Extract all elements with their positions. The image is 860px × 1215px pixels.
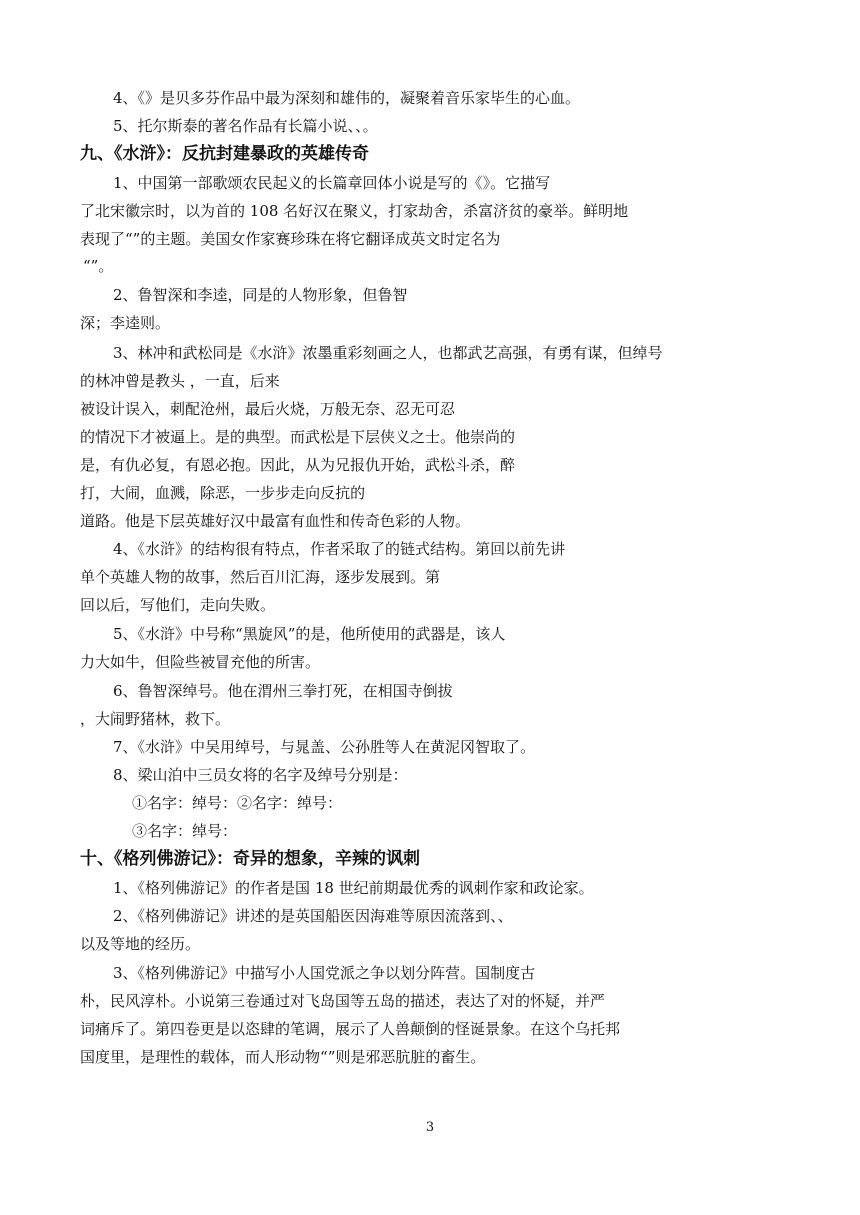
text: 力大如牛，但险些被冒充他的 <box>80 653 276 671</box>
question-9-1-line-2 <box>80 198 628 224</box>
text: “ <box>83 257 91 275</box>
question-9-6-line-2 <box>80 706 230 732</box>
question-10-2-line-1 <box>113 903 513 929</box>
text: 绰号： <box>297 794 343 812</box>
section-heading-shuihu: 九、《水浒》：反抗封建暴政的英雄传奇 <box>80 144 369 164</box>
text: ”则是邪恶肮脏的畜生。 <box>327 1048 486 1066</box>
text: 国 18 世纪前期最优秀的讽刺作家和政论家 <box>295 879 579 897</box>
text: ，后来 <box>234 372 280 390</box>
text: 教头 ，一直 <box>155 372 235 390</box>
section-heading-gulliver: 十、《格列佛游记》：奇异的想象，辛辣的讽刺 <box>80 849 420 869</box>
text: ，与晁盖、公孙胜等人在黄泥冈智取了 <box>265 738 521 756</box>
text: 因海难等原因流落到 <box>355 907 491 925</box>
question-9-2-line-2 <box>80 310 170 336</box>
question-9-3-line-4 <box>80 424 515 450</box>
text: 被 <box>80 400 96 418</box>
question-9-1-line-1 <box>113 170 550 196</box>
question-10-3-line-3 <box>80 1016 620 1042</box>
text: 词痛斥了 <box>80 1020 141 1038</box>
text: 。他在渭州三拳打死 <box>212 682 348 700</box>
text: 7、《水浒》中吴用绰号 <box>113 738 266 756</box>
question-9-3-line-6 <box>80 480 365 506</box>
question-9-2-line-1 <box>113 282 408 308</box>
text: 单个英雄人物的故事，然后百川汇海，逐步发展到 <box>80 568 411 586</box>
question-9-4-line-2 <box>80 564 440 590</box>
text: 。 <box>155 314 171 332</box>
text: 。 <box>362 117 378 135</box>
question-10-1 <box>113 875 594 901</box>
question-9-3-line-5 <box>80 452 515 478</box>
text: 回以后，写他们 <box>80 596 186 614</box>
text: 5、《水浒》中号称“黑旋风”的是 <box>113 625 326 643</box>
question-9-6-line-1 <box>113 678 453 704</box>
text: 朴，民风淳朴。小说第三卷通过对飞岛国等五岛的描述，表达了对 <box>80 992 516 1010</box>
text: 、 <box>490 907 498 925</box>
text: ，走向失败。 <box>185 596 276 614</box>
question-9-7 <box>113 734 535 760</box>
text: 的典型。而武松是下层侠义之士。他崇尚的 <box>230 428 516 446</box>
question-9-4-line-1 <box>113 536 565 562</box>
question-10-3-line-1 <box>113 960 535 986</box>
text: 的人物形象，但鲁智 <box>272 286 408 304</box>
text: 。 <box>215 710 231 728</box>
text: 回以前先讲 <box>490 540 566 558</box>
question-9-4-line-3 <box>80 592 275 618</box>
text: 打 <box>80 484 96 502</box>
question-10-2-line-2 <box>80 931 200 957</box>
text: ；李逵则 <box>95 314 156 332</box>
text: 1、中国第一部歌颂农民起义的长篇章回体小说是 <box>113 174 438 192</box>
text: 》。它描写 <box>482 174 551 192</box>
text: ③名字： <box>132 822 193 840</box>
text: 的怀疑，并严 <box>515 992 606 1010</box>
question-9-3-line-7 <box>80 508 470 534</box>
text: ，除恶 <box>185 484 231 502</box>
text: ，大闹野猪林，救下 <box>80 710 216 728</box>
text: 划分阵营。 <box>400 964 476 982</box>
text: 》是贝多芬作品中最为深刻和雄伟的，凝聚着音乐家毕生的心血。 <box>145 89 581 107</box>
text: ，醉 <box>485 456 516 474</box>
text: ，刺配沧州，最后火烧 <box>155 400 306 418</box>
text: 5、托尔斯泰的著名作品有长篇小说 <box>113 117 348 135</box>
question-9-3-line-3 <box>80 396 455 422</box>
page-number: 3 <box>425 1120 435 1135</box>
text: ②名字： <box>237 794 298 812</box>
text: 、 <box>347 117 356 135</box>
text: 8、梁山泊中三员女将的名字及绰号分别是： <box>113 766 408 784</box>
text: 。 <box>578 879 594 897</box>
question-9-1-line-4 <box>83 253 113 279</box>
question-10-3-line-2 <box>80 988 605 1014</box>
question-9-8-line-3 <box>132 818 237 844</box>
question-9-5-line-1 <box>113 621 505 647</box>
question-9-3-line-1 <box>113 340 663 366</box>
text: 是理性的载体，而人形动物“ <box>140 1048 328 1066</box>
text: 。第四卷更是以恣肆的笔调，展示了人兽颠倒的怪诞景象。在这个乌托邦 <box>140 1020 621 1038</box>
text: 2、《格列佛游记》讲述的是英国船医 <box>113 907 356 925</box>
question-9-5-line-2 <box>80 649 320 675</box>
text: 党派之争以 <box>325 964 401 982</box>
text: 以及 <box>80 935 111 953</box>
text: ，血溅 <box>140 484 186 502</box>
text: 3、林冲和武松同是《水浒》浓墨重彩刻画之人，也都武艺高强，有勇有谋，但绰号 <box>113 344 663 362</box>
text: 。第 <box>410 568 441 586</box>
text: ，该人 <box>460 625 506 643</box>
text: 为首的 108 名好汉在聚义，打家劫舍，杀富济贫的豪举。鲜明地 <box>200 202 629 220</box>
text: ，他所使用的武器是 <box>325 625 461 643</box>
text: ”。 <box>90 257 114 275</box>
text: 等地的经历。 <box>110 935 201 953</box>
text: ”的主题。美国女作家赛珍珠在将它翻译成英文时定名为 <box>132 230 501 248</box>
text: 深 <box>80 314 96 332</box>
text: 写的《 <box>437 174 483 192</box>
question-10-3-line-4 <box>80 1044 485 1070</box>
text: 是 <box>80 456 96 474</box>
text: 国度里， <box>80 1048 141 1066</box>
text: 。 <box>520 738 536 756</box>
text: 3、《格列佛游记》中描写小人国 <box>113 964 326 982</box>
question-9-8-line-2 <box>132 790 342 816</box>
text: ，一步步走向反抗的 <box>230 484 366 502</box>
question-5-tolstoy <box>113 113 378 139</box>
text: 、 <box>355 117 363 135</box>
text: 4、《水浒》的结构很有特点，作者采取了 <box>113 540 386 558</box>
question-9-3-line-2 <box>80 368 280 394</box>
question-9-1-line-3 <box>80 226 500 252</box>
text: 2、鲁智深和李逵，同是 <box>113 286 273 304</box>
text: 的情况下才被逼上 <box>80 428 201 446</box>
text: 了北宋徽宗时，以 <box>80 202 201 220</box>
text: 设计误入 <box>95 400 156 418</box>
text: ，大闹 <box>95 484 141 502</box>
text: 。是 <box>200 428 231 446</box>
text: 绰号： <box>192 794 238 812</box>
text: 1、《格列佛游记》的作者是 <box>113 879 296 897</box>
text: 道路。他是下层英雄好汉中最富有血性和传奇色彩的人物。 <box>80 512 471 530</box>
text: ，有仇必复，有恩必抱。因此，从为兄报仇开始，武松斗杀 <box>95 456 486 474</box>
text: ①名字： <box>132 794 193 812</box>
text: 的链式结构。第 <box>385 540 491 558</box>
text: 所害。 <box>275 653 321 671</box>
text: ，万般无奈、忍无可忍 <box>305 400 456 418</box>
text: 国制度古 <box>475 964 536 982</box>
text: 、 <box>497 907 513 925</box>
text: 4、《 <box>113 89 146 107</box>
question-9-8-line-1 <box>113 762 408 788</box>
text: 绰号： <box>192 822 238 840</box>
text: 6、鲁智深绰号 <box>113 682 213 700</box>
text: 表现了“ <box>80 230 133 248</box>
text: 的林冲曾是 <box>80 372 156 390</box>
text: ，在相国寺倒拔 <box>347 682 453 700</box>
question-4-beethoven <box>113 85 580 111</box>
